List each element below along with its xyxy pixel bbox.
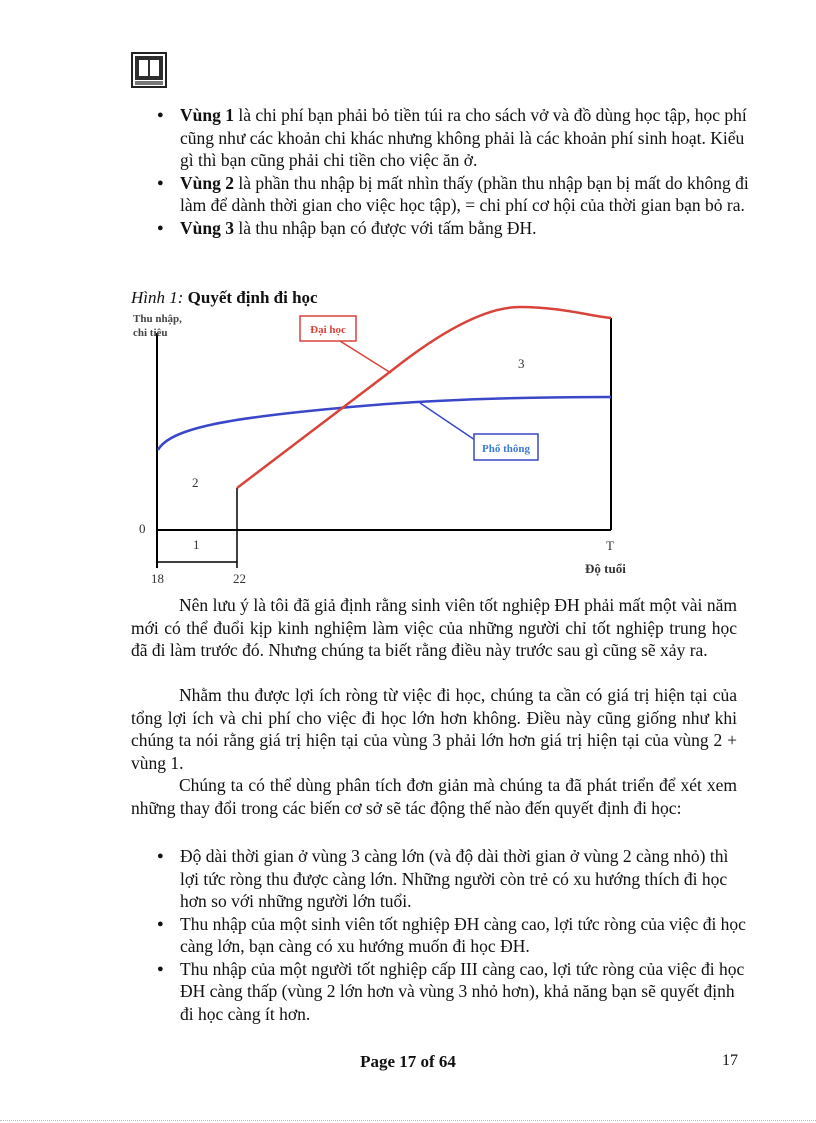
bottom-bullet-list [150,845,750,1025]
page-number: 17 [722,1052,738,1069]
paragraph: Nên lưu ý là tôi đã giả định rằng sinh viên tốt nghiệp ĐH phải mất một vài năm mới có thể đuổi kịp kinh nghiệm làm việc của những người chỉ tốt nghiệp trung học đã đi làm trước đó. Nhưng chúng ta biết rằng điều này trước sau gì cũng sẽ xảy ra. [131,595,737,660]
x-tick-T: T [606,538,614,553]
y-axis-label-line1: Thu nhập, [133,313,182,325]
series-line-pho-thong [158,397,611,450]
y-tick-0: 0 [139,521,146,536]
list-item: ● Vùng 2 là phần thu nhập bị mất nhìn thấy (phần thu nhập bạn bị mất do không đi làm để dành thời gian cho việc học tập), = chi phí cơ hội của thời gian bạn bỏ ra. [150,172,750,217]
dai-hoc-legend-label: Đại học [310,324,346,336]
list-item: ● Độ dài thời gian ở vùng 3 càng lớn (và độ dài thời gian ở vùng 2 càng nhỏ) thì lợi tức ròng thu được càng lớn. Những người còn trẻ có xu hướng thích đi học hơn so với những người lớn tuổi. [150,845,750,913]
list-item: ● Thu nhập của một người tốt nghiệp cấp III càng cao, lợi tức ròng của việc đi học ĐH càng thấp (vùng 2 lớn hơn và vùng 3 nhỏ hơn), khả năng bạn sẽ quyết định đi học càng ít hơn. [150,958,750,1026]
x-tick-22: 22 [233,571,246,586]
x-axis-label: Độ tuổi [585,561,626,576]
pho-thong-legend-label: Phổ thông [482,443,530,455]
y-axis-label-line2: chi tiêu [133,327,168,339]
dai-hoc-pointer [340,341,391,373]
x-tick-18: 18 [151,571,164,586]
pho-thong-pointer [420,403,475,440]
list-item: ● Thu nhập của một sinh viên tốt nghiệp ĐH càng cao, lợi tức ròng của việc đi học càng lớn, bạn càng có xu hướng muốn đi học ĐH. [150,913,750,958]
figure-title: Hình 1: Quyết định đi học [131,288,318,307]
list-item: ● Vùng 1 là chi phí bạn phải bỏ tiền túi ra cho sách vở và đồ dùng học tập, học phí cũng như các khoản chi khác nhưng không phải là các khoản phí sinh hoạt. Kiểu gì thì bạn cũng phải chi tiền cho việc ăn ở. [150,104,750,172]
page-bottom-divider [0,1120,816,1121]
list-item: ● Vùng 3 là thu nhập bạn có được với tấm bằng ĐH. [150,217,750,240]
paragraph: Chúng ta có thể dùng phân tích đơn giản mà chúng ta đã phát triển để xét xem những thay đổi trong các biến cơ sở sẽ tác động thế nào đến quyết định đi học: [131,775,737,818]
region-label-2: 2 [192,475,199,490]
paragraph: Nhằm thu được lợi ích ròng từ việc đi học, chúng ta cần có giá trị hiện tại của tổng lợi ích và chi phí cho việc đi học lớn hơn không. Điều này cũng giống như khi chúng ta nói rằng giá trị hiện tại của vùng 3 phải lớn hơn giá trị hiện tại của vùng 2 + vùng 1. [131,685,737,773]
region-label-1: 1 [193,537,200,552]
region-label-3: 3 [518,356,525,371]
page-footer-label: Page 17 of 64 [360,1052,456,1071]
